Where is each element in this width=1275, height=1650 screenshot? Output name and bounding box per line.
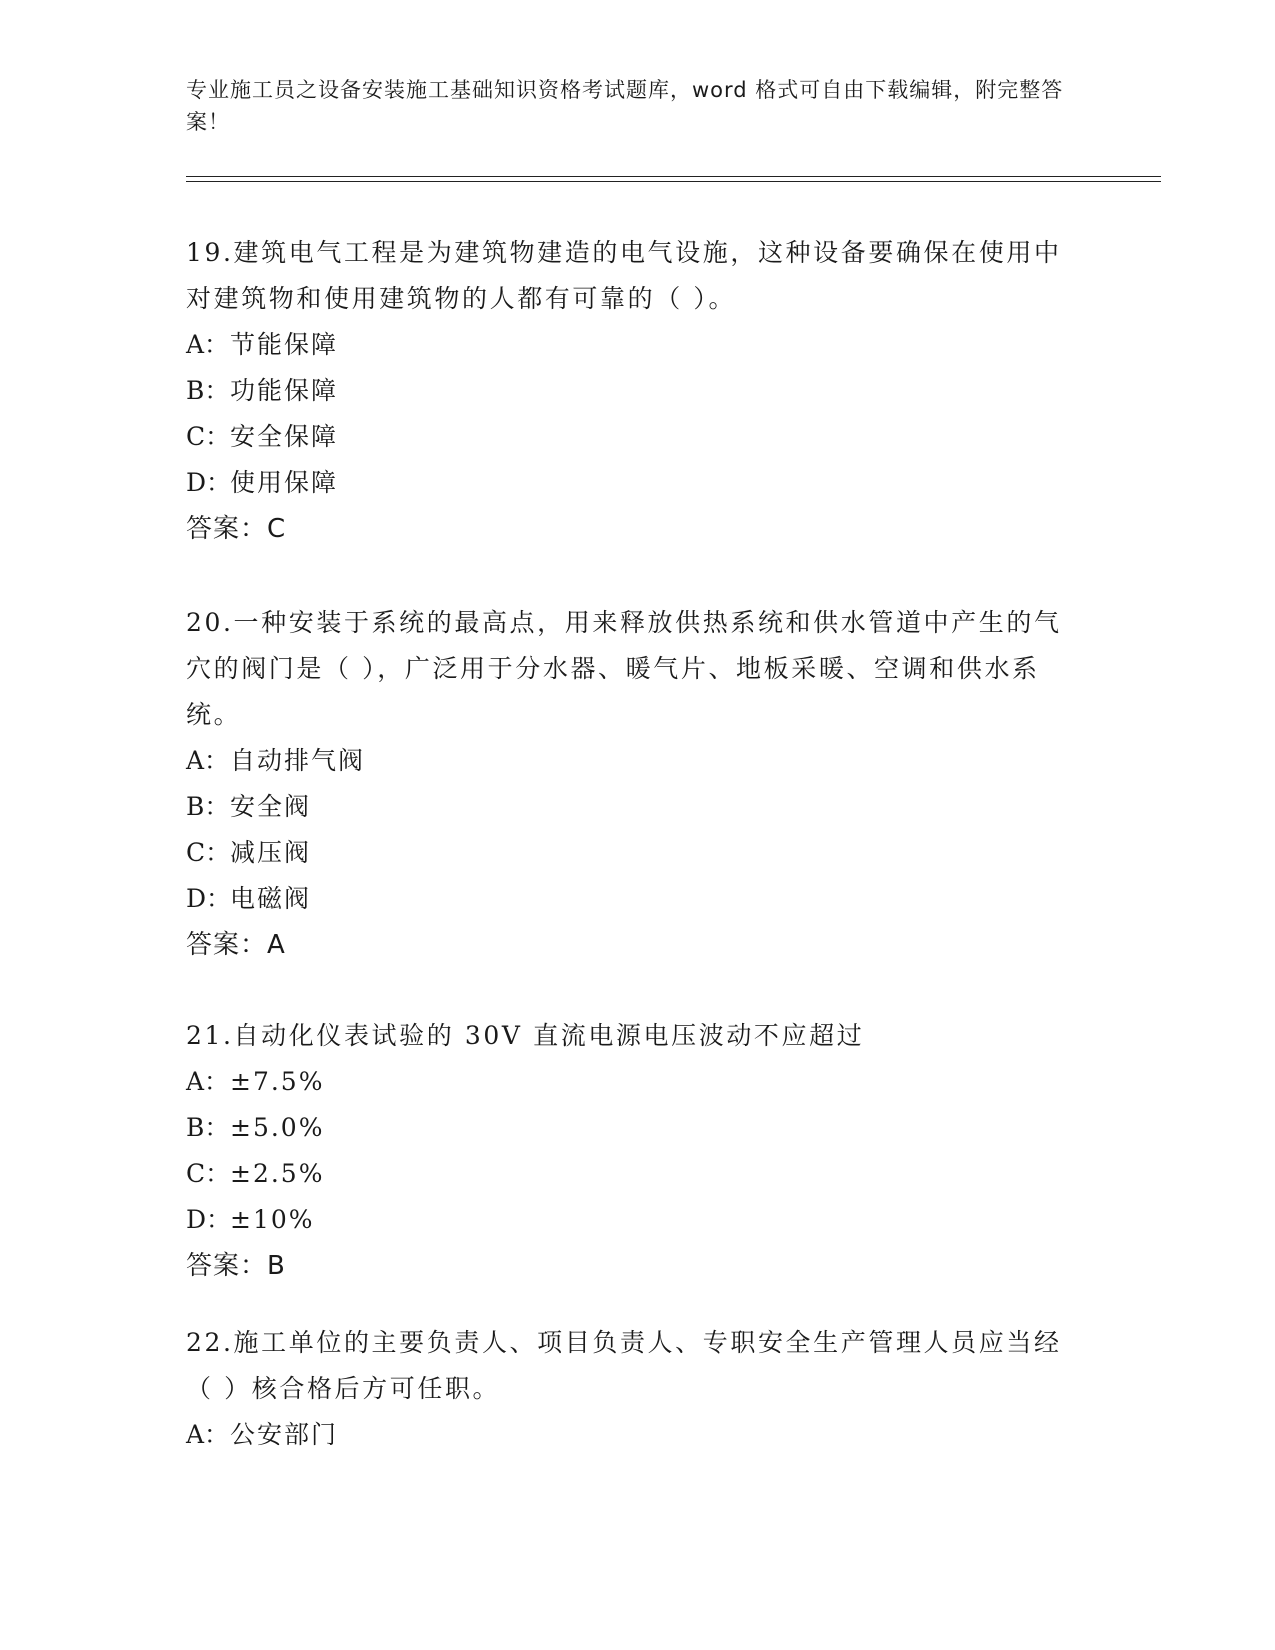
option-key: A： (186, 1067, 230, 1096)
header-rule-bottom (186, 181, 1161, 182)
option-b (186, 1105, 1086, 1151)
option-text: ±5.0% (230, 1113, 325, 1142)
option-key: D： (186, 1205, 232, 1234)
option-text: 安全保障 (230, 422, 339, 451)
option-text: ±2.5% (230, 1159, 325, 1188)
option-text: ±10% (230, 1205, 315, 1234)
question-20 (186, 600, 1086, 968)
option-key: D： (186, 884, 232, 913)
option-text: 电磁阀 (230, 884, 312, 913)
option-d (186, 1197, 1086, 1243)
document-header: 专业施工员之设备安装施工基础知识资格考试题库，word 格式可自由下载编辑，附完整答案！ (186, 78, 1064, 134)
option-c (186, 830, 1086, 876)
option-a (186, 322, 1086, 368)
option-d (186, 460, 1086, 506)
question-stem: 20.一种安装于系统的最高点，用来释放供热系统和供水管道中产生的气穴的阀门是（ ），广泛用于分水器、暖气片、地板采暖、空调和供水系统。 (186, 608, 1062, 729)
question-22 (186, 1320, 1086, 1458)
option-text: ±7.5% (230, 1067, 325, 1096)
option-a (186, 1412, 1086, 1458)
option-key: B： (186, 1113, 230, 1142)
answer-line: 答案：B (186, 1251, 286, 1281)
question-stem: 22.施工单位的主要负责人、项目负责人、专职安全生产管理人员应当经（ ）核合格后方可任职。 (186, 1328, 1062, 1403)
option-c (186, 414, 1086, 460)
answer-line: 答案：A (186, 930, 286, 960)
option-b (186, 368, 1086, 414)
option-text: 节能保障 (230, 330, 339, 359)
option-key: C： (186, 838, 231, 867)
option-a (186, 738, 1086, 784)
option-text: 自动排气阀 (230, 746, 366, 775)
answer-line: 答案：C (186, 514, 287, 544)
option-key: A： (186, 1420, 230, 1449)
option-key: C： (186, 422, 231, 451)
option-a (186, 1059, 1086, 1105)
option-c (186, 1151, 1086, 1197)
option-key: C： (186, 1159, 231, 1188)
option-b (186, 784, 1086, 830)
option-key: B： (186, 376, 230, 405)
option-key: A： (186, 746, 230, 775)
option-text: 安全阀 (230, 792, 312, 821)
option-d (186, 876, 1086, 922)
question-stem: 19.建筑电气工程是为建筑物建造的电气设施，这种设备要确保在使用中对建筑物和使用建筑物的人都有可靠的（ ）。 (186, 238, 1062, 313)
option-key: B： (186, 792, 230, 821)
header-rule-top (186, 176, 1161, 177)
option-text: 使用保障 (230, 468, 339, 497)
question-21 (186, 1013, 1086, 1289)
question-19 (186, 230, 1086, 552)
option-text: 功能保障 (230, 376, 339, 405)
option-text: 公安部门 (230, 1420, 339, 1449)
option-key: D： (186, 468, 232, 497)
option-key: A： (186, 330, 230, 359)
option-text: 减压阀 (230, 838, 312, 867)
question-stem: 21.自动化仪表试验的 30V 直流电源电压波动不应超过 (186, 1021, 865, 1050)
